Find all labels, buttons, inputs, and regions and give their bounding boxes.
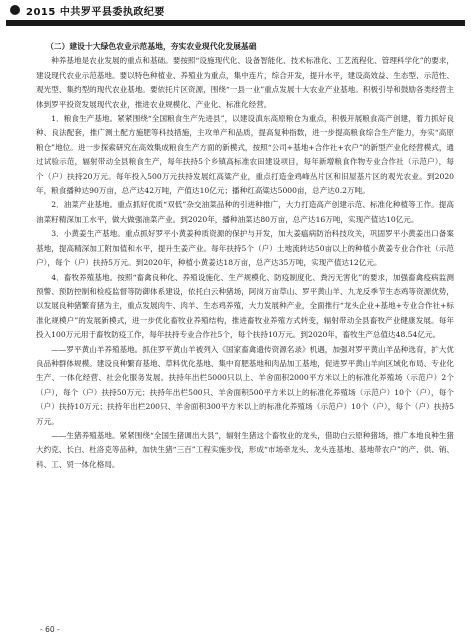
page-number: - 60 - xyxy=(40,625,60,634)
header-title: 2015 中共罗平县委执政纪要 xyxy=(26,7,165,18)
section-title: （二）建设十大绿色农业示范基地，夯实农业现代化发展基础 xyxy=(46,42,257,51)
paragraph-ginger-base: 3．小黄姜生产基地。重点抓好罗平小黄姜种质资源的保护与开发，加大姜瘟病防治科技攻关，巩固罗平小黄姜出口备案基地，提高精深加工附加值和水平，提升生姜产业。每年扶持5个（户）土地流转达50亩以上的种植小黄姜专业合作社（示范户），每个（户）扶持5万元。到2020年，种植小黄姜达18万亩，总产达35万吨，实现产值达12亿元。 xyxy=(36,229,454,268)
page-header xyxy=(0,0,471,26)
paragraph-intro: 种养基地是农业发展的重点和基础。要按照“设施现代化、设备智能化、技术标准化、工艺流程化、管理科学化”的要求，建设现代农业示范基地。要以特色种植业、养殖业为重点，集中连片，综合开发，提升水平，建设高效益、生态型、示范性、观光型、集约型的现代农业基地。要依托片区资源，围绕“一县一业”重点发展十大农业产业基地。积极引导和鼓励各类经营主体到罗平投资发展现代农业，推进农业规模化、产业化、标准化经营。 xyxy=(36,56,454,109)
paragraph-goat-base: ——罗平黄山羊养殖基地。抓住罗平黄山羊被列入《国家畜禽遗传资源名录》机遇，加强对罗平黄山羊品种选育，扩大优良品种群体规模。建设良种繁育基地、草料优化基地、集中育肥基地和肉品加工基地，促进罗平黄山羊向区域化布局、专业化生产、一体化经营、社会化服务发展。扶持年出栏5000只以上、羊舍面积2000平方米以上的标准化养殖场（示范户）2个（户），每个（户）扶持50万元；扶持年出栏500只、羊舍面积500平方米以上的标准化养殖场（示范户）10个（户），每个（户）扶持10万元；扶持年出栏200只、羊舍面积300平方米以上的标准化养殖场（示范户）10个（户），每个（户）扶持5万元。 xyxy=(36,344,454,426)
header-rule xyxy=(6,20,465,26)
paragraph-grain-base: 1．粮食生产基地。紧紧围绕“全国粮食生产先进县”，以建设滇东高原粮仓为重点，积极开展粮食高产创建，着力抓好良种、良法配套，推广测土配方施肥等科技措施，主攻单产和品质，提高复种指数，进一步提高粮食综合生产能力，夯实“高原粮仓”地位。进一步探索研究在高效集成粮食生产方面的新模式，按照“公司+基地+合作社+农户”的新型产业化经营模式，通过试验示范，辐射带动全县粮食生产，每年扶持5个乡镇高标准农田建设项目，每年新增粮食作物专业合作社（示范户），每个（户）扶持20万元。每年投入500万元扶持发展红高粱产业，重点打造金鸡峰丛片区和旧屋基片区的观光农业。到2020年，粮食播种达90万亩，总产达42万吨，产值达10亿元；播种红高粱达5000亩，总产达0.2万吨。 xyxy=(36,114,455,196)
paragraph-pig-base: ——生猪养殖基地。紧紧围绕“全国生猪调出大县”，辐射生猪这个畜牧业的龙头，借助白云原种猪场，推广本地良种生猪大约克、长白、杜洛克等品种，加快生猪“三百”工程实施步伐，形成“市场牵龙头、龙头连基地、基地带农户”的产、供、销、科、工、贸一体化格局。 xyxy=(36,430,454,469)
paragraph-livestock-base: 4．畜牧养殖基地。按照“畜禽良种化、养殖设施化、生产规模化、防疫制度化、粪污无害化”的要求，加强畜禽疫病监测预警、预防控制和检疫监督等防御体系建设，依托白云种猪场，阿岗万亩草山、罗平黄山羊、九龙反季节生态鸡等资源优势，以发展良种猪繁育猪为主，重点发展肉牛、肉羊、生态鸡养殖，大力发展种产业，全面推行“龙头企业+基地+专业合作社+标准化规模户”的发展新模式，进一步优化畜牧业养殖结构，推进畜牧业养殖方式转变，辐射带动全县畜牧产业健康发展。每年投入100万元用于畜牧防疫工作，每年扶持专业合作社5个，每个扶持10万元。到2020年，畜牧生产总值达48.54亿元。 xyxy=(36,272,454,340)
document-body xyxy=(36,40,454,472)
header-bullet-icon xyxy=(10,5,20,15)
paragraph-rapeseed-base: 2．油菜产业基地。重点抓好优质“双低”杂交油菜品种的引进种推广，大力打造高产创建示范、标准化种植等工作。提高油菜籽精深加工水平，做大做强油菜产业。到2020年，播种油菜达80万亩，总产达16万吨，实现产值达10亿元。 xyxy=(36,200,454,224)
